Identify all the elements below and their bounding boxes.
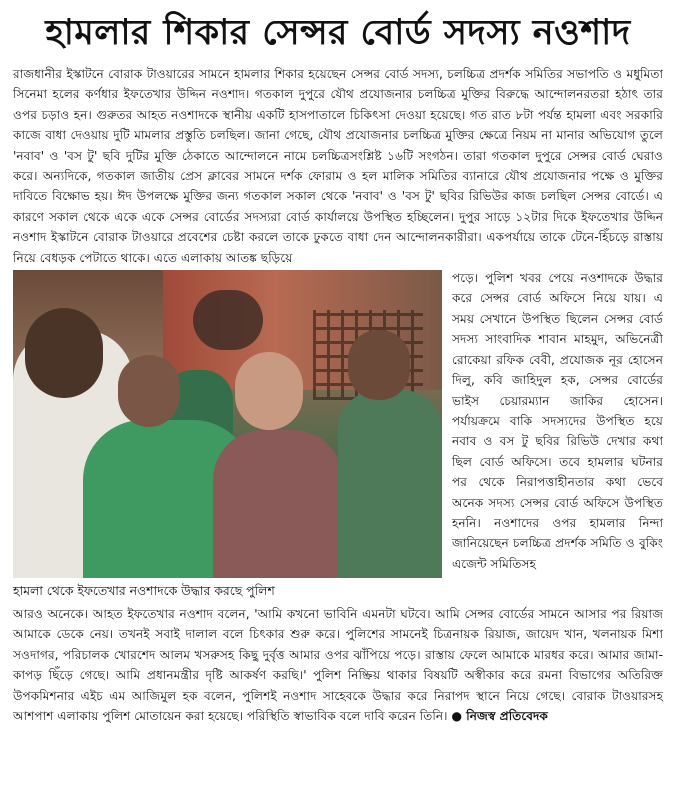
photo-caption: হামলা থেকে ইফতেখার নওশাদকে উদ্ধার করছে পুলিশ — [13, 583, 275, 599]
photo-column — [13, 268, 442, 604]
photo-head-victim — [235, 352, 303, 430]
photo-head-left — [25, 308, 103, 398]
photo-head-police — [118, 355, 180, 427]
photo-and-side-column — [13, 268, 663, 604]
article-body — [13, 64, 663, 727]
side-column — [452, 268, 663, 604]
headline: হামলার শিকার সেন্সর বোর্ড সদস্য নওশাদ — [45, 13, 631, 53]
closing-paragraph — [13, 604, 663, 726]
photo-figure-victim — [213, 430, 343, 578]
photo-head-police-right — [348, 330, 410, 400]
side-paragraph: পড়ে। পুলিশ খবর পেয়ে নওশাদকে উদ্ধার করে সেন্সর বোর্ড অফিসে নিয়ে যায়। এ সময় সেখানে উপস্থিত ছিলেন সেন্সর বোর্ড সদস্য সাংবাদিক শাবান মাহমুদ, অভিনেত্রী রোকেয়া রফিক বেবী, প্রযোজক নূর হোসেন দিলু, কবি জাহিদুল হক, সেন্সর বোর্ডের ভাইস চেয়ারম্যান জাকির হোসেন। পর্যায়ক্রমে বাকি সদস্যদের উপস্থিত হয়ে নবাব ও বস টু ছবির রিভিউ দেখার কথা ছিল বোর্ড অফিসে। তবে হামলার ঘটনার পর থেকে নিরাপত্তাহীনতার কথা ভেবে অনেক সদস্য সেন্সর বোর্ড অফিসে উপস্থিত হননি। নওশাদের ওপর হামলার নিন্দা জানিয়েছেন চলচ্চিত্র প্রদর্শক সমিতি ও বুকিং এজেন্ট সমিতিসহ — [452, 271, 663, 571]
intro-paragraph: রাজধানীর ইস্কাটনে বোরাক টাওয়ারের সামনে হামলার শিকার হয়েছেন সেন্সর বোর্ড সদস্য, চলচ্চিত্র প্রদর্শক সমিতির সভাপতি ও মধুমিতা সিনেমা হলের কর্ণধার ইফতেখার উদ্দিন নওশাদ। গতকাল দুপুরে যৌথ প্রযোজনার চলচ্চিত্র মুক্তির বিরুদ্ধে আন্দোলনরতরা হঠাৎ তার ওপর চড়াও হন। গুরুতর আহত নওশাদকে স্থানীয় একটি হাসপাতালে চিকিৎসা দেওয়া হয়েছে। গত রাত ৮টা পর্যন্ত হামলা এবং সরকারি কাজে বাধা দেওয়ায় দুটি মামলার প্রস্তুতি চলছিল। জানা গেছে, যৌথ প্রযোজনার চলচ্চিত্র মুক্তির ক্ষেত্রে নিয়ম না মানার অভিযোগ তুলে 'নবাব' ও 'বস টু' ছবি দুটির মুক্তি ঠেকাতে আন্দোলনে নামে চলচ্চিত্রসংশ্লিষ্ট ১৬টি সংগঠন। তারা গতকাল দুপুরে সেন্সর বোর্ড ঘেরাও করে। অন্যদিকে, গতকাল জাতীয় প্রেস ক্লাবের সামনে দর্শক ফোরাম ও হল মালিক সমিতির ব্যানারে যৌথ প্রযোজনার পক্ষে ও মুক্তির দাবিতে বিক্ষোভ হয়। ঈদ উপলক্ষে মুক্তির জন্য গতকাল সকাল থেকে 'নবাব' ও 'বস টু' ছবির রিভিউর কাজ চলছিল সেন্সর বোর্ডে। এ কারণে সকাল থেকে একে একে সেন্সর বোর্ডের সদস্যরা বোর্ড কার্যালয়ে উপস্থিত হচ্ছিলেন। দুপুর সাড়ে ১২টার দিকে ইফতেখার উদ্দিন নওশাদ ইস্কাটনে বোরাক টাওয়ারে প্রবেশের চেষ্টা করলে তাকে ঢুকতে বাধা দেন আন্দোলনকারীরা। একপর্যায়ে তাকে টেনে-হিঁচড়ে রাস্তায় নিয়ে বেধড়ক পেটাতে থাকে। এতে এলাকায় আতঙ্ক ছড়িয়ে — [13, 67, 663, 265]
news-photo — [13, 270, 442, 578]
photo-figure-background — [193, 290, 263, 350]
byline: ● নিজস্ব প্রতিবেদক — [451, 709, 548, 724]
closing-text: আরও অনেকে। আহত ইফতেখার নওশাদ বলেন, 'আমি কখনো ভাবিনি এমনটা ঘটবে। আমি সেন্সর বোর্ডের সামনে আসার পর রিয়াজ আমাকে ডেকে নেয়। তখনই সবাই দালাল বলে চিৎকার শুরু করে। পুলিশের সামনেই চিত্রনায়ক রিয়াজ, জায়েদ খান, খলনায়ক মিশা সওদাগর, পরিচালক খোরশেদ আলম খসরুসহ কিছু দুর্বৃত্ত আমার ওপর ঝাঁপিয়ে পড়ে। রাস্তায় ফেলে আমাকে মারধর করে। আমার জামা-কাপড় ছিঁড়ে গেছে। আমি প্রধানমন্ত্রীর দৃষ্টি আকর্ষণ করছি।' পুলিশ নিষ্ক্রিয় থাকার বিষয়টি অস্বীকার করে রমনা বিভাগের অতিরিক্ত উপকমিশনার এইচ এম আজিমুল হক বলেন, পুলিশই নওশাদ সাহেবকে উদ্ধার করে নিরাপদ স্থানে নিয়ে গেছে। বোরাক টাওয়ারসহ আশপাশ এলাকায় পুলিশ মোতায়েন করা হয়েছে। পরিস্থিতি স্বাভাবিক বলে দাবি করেন তিনি। — [13, 607, 663, 724]
photo-figure-police-right — [338, 390, 442, 578]
